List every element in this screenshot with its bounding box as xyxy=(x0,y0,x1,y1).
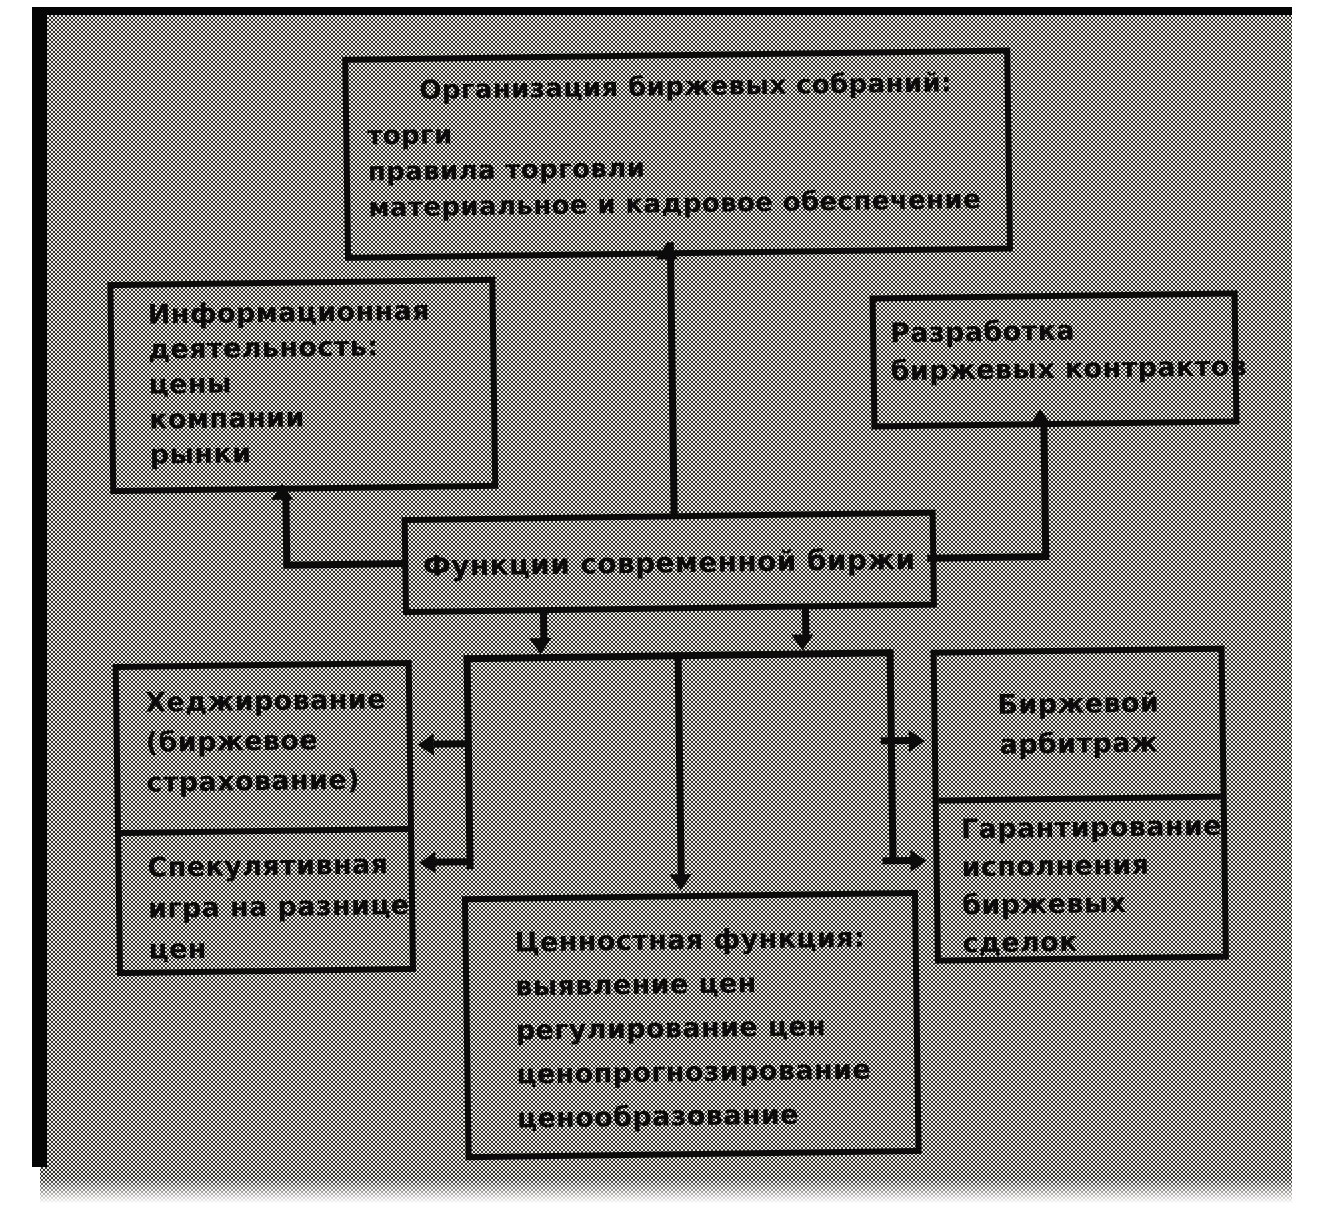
node-guarantee-line: Гарантирование xyxy=(960,810,1223,846)
connector-functions-to-center-right xyxy=(802,604,809,638)
connector-functions-to-organization xyxy=(667,242,678,514)
connector-center-to-hedging xyxy=(434,740,466,747)
arrowhead-up-information xyxy=(271,484,293,500)
node-information-line: компании xyxy=(149,402,305,436)
node-organization xyxy=(342,48,1013,261)
node-information-line: Информационная xyxy=(147,295,431,331)
node-information-line: цены xyxy=(148,368,232,401)
connector-functions-to-contracts-h xyxy=(927,553,1049,562)
connector-functions-to-information-v xyxy=(282,498,290,566)
node-organization-item: торги xyxy=(367,120,453,152)
arrowhead-up-organization xyxy=(656,243,678,259)
node-hedging-line: страхование) xyxy=(146,764,361,799)
node-information-line: рынки xyxy=(149,438,252,471)
node-contracts xyxy=(870,290,1248,429)
connector-functions-to-contracts-v xyxy=(1040,425,1049,557)
node-guarantee-line: исполнения xyxy=(961,849,1150,884)
node-speculation-line: Спекулятивная xyxy=(147,849,389,884)
node-left-stack xyxy=(113,660,416,976)
node-guarantee xyxy=(939,800,1223,964)
connector-center-to-arbitrage xyxy=(881,737,911,744)
node-information-line: деятельность: xyxy=(148,331,379,366)
node-arbitrage-line: Биржевой xyxy=(997,687,1160,721)
node-value-title: Ценностная функция: xyxy=(514,922,866,959)
node-speculation-line: игра на разнице xyxy=(147,890,410,925)
arrowhead-right-arbitrage xyxy=(909,730,925,752)
arrowhead-left-hedging xyxy=(418,734,434,756)
scan-fade-bottom xyxy=(40,1178,1292,1208)
node-value-item: ценопрогнозирование xyxy=(516,1054,872,1091)
node-right-stack xyxy=(931,646,1229,964)
node-guarantee-line: биржевых xyxy=(961,888,1127,922)
connector-center-to-guarantee xyxy=(882,857,912,864)
node-organization-title: Организация биржевых собраний: xyxy=(419,68,953,106)
node-contracts-line: биржевых контрактов xyxy=(890,351,1248,388)
arrowhead-up-contracts xyxy=(1029,409,1051,425)
node-speculation xyxy=(121,832,410,971)
arrowhead-left-speculation xyxy=(419,852,435,874)
node-hedging-line: (биржевое xyxy=(145,725,319,759)
node-organization-item: правила торговли xyxy=(367,153,646,188)
node-functions-label: Функции современной биржи xyxy=(422,542,916,583)
node-hedging xyxy=(119,666,408,836)
node-guarantee-line: сделок xyxy=(962,926,1079,960)
node-contracts-line: Разработка xyxy=(889,315,1076,350)
node-arbitrage-line: арбитраж xyxy=(999,727,1159,761)
arrowhead-down-value xyxy=(670,874,692,890)
node-functions xyxy=(402,510,937,615)
node-value-item: регулирование цен xyxy=(515,1011,827,1047)
node-value xyxy=(462,890,922,1160)
node-value-item: выявление цен xyxy=(515,968,757,1003)
node-hedging-line: Хеджирование xyxy=(145,684,387,719)
connector-center-to-speculation xyxy=(435,858,467,865)
connector-functions-to-information-h xyxy=(283,560,405,569)
arrowhead-down-center-right xyxy=(791,634,813,650)
node-information xyxy=(107,277,498,494)
arrowhead-down-center-left xyxy=(529,638,551,654)
node-organization-item: материальное и кадровое обеспечение xyxy=(368,184,982,224)
node-speculation-line: цен xyxy=(148,933,208,966)
connector-functions-to-center-left xyxy=(540,608,547,642)
node-value-item: ценообразование xyxy=(516,1099,800,1135)
node-arbitrage xyxy=(937,652,1221,804)
arrowhead-right-guarantee xyxy=(910,850,926,872)
